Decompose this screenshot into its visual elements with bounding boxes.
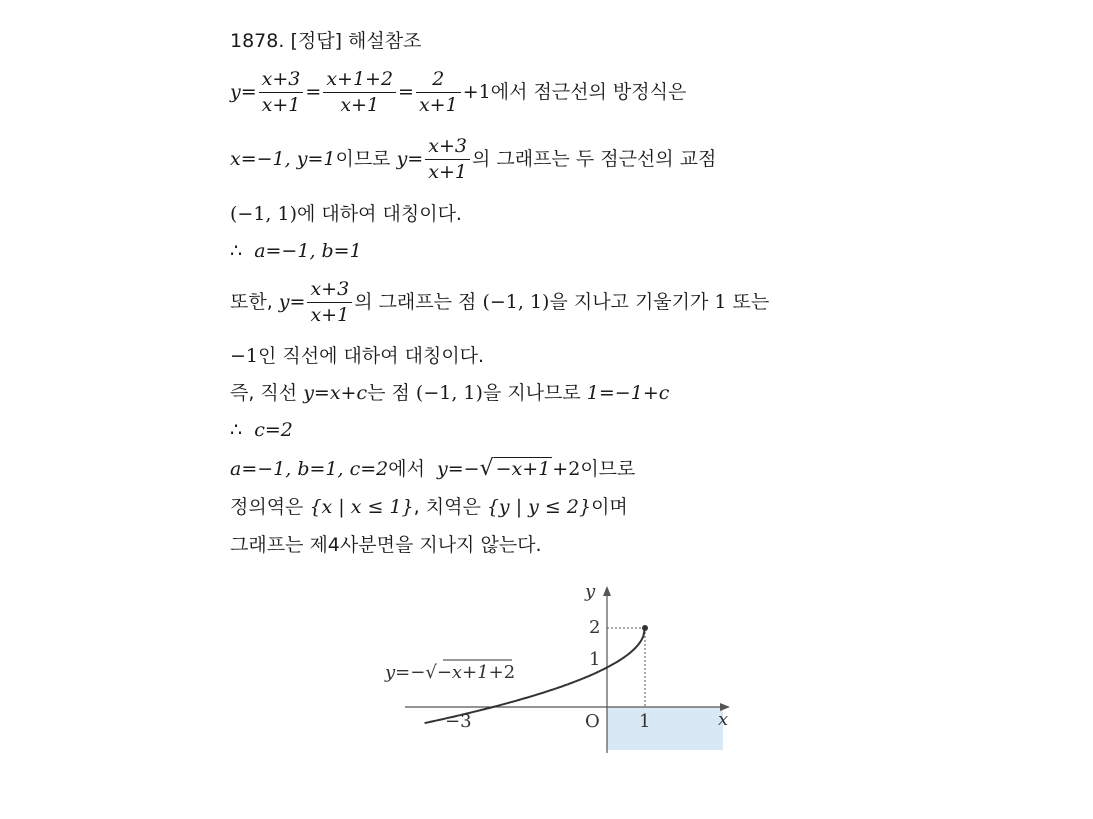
asymptotes: x=−1, y=1 [230, 148, 336, 170]
therefore-symbol: ∴ [230, 419, 243, 441]
line-2-text-1: 이므로 [335, 148, 397, 170]
lhs-y: y= [230, 81, 257, 103]
tick-x-1: 1 [639, 711, 651, 732]
fraction: $\frac{x+3}{x+1}$ [307, 280, 352, 325]
line-11-text: 그래프는 제4사분면을 지나지 않는다. [230, 534, 542, 556]
answer-tag: [정답] [290, 30, 342, 52]
equation-line-1 [230, 70, 686, 115]
line-5-text-4: 또는 [726, 291, 770, 313]
tick-y-2: 2 [589, 617, 601, 638]
quadrant-4-shade [607, 707, 723, 750]
y-axis-arrow-icon [603, 586, 611, 596]
line-5-text-2: 의 그래프는 점 [354, 291, 483, 313]
therefore-symbol: ∴ [230, 240, 243, 262]
tick-x-neg3: −3 [445, 711, 472, 732]
line-7-text-3: 을 지나므로 [482, 382, 587, 404]
curve-label: y=−√−x+1+2 [385, 662, 516, 683]
problem-header [230, 32, 421, 51]
c-equation: 1=−1+c [586, 382, 670, 404]
lhs-y: y= [278, 291, 306, 313]
domain-set: {x | x ≤ 1} [309, 496, 414, 518]
line-7-text-1: 즉, 직선 [230, 382, 304, 404]
line-10-text-1: 정의역은 [230, 496, 310, 518]
endpoint-dot [642, 625, 648, 631]
function-graph [375, 575, 735, 760]
text-line-3 [230, 205, 462, 224]
equation-line-9 [230, 458, 635, 480]
x-axis-label: x [718, 709, 729, 730]
line-7-text-2: 는 점 [367, 382, 416, 404]
answer-text: 해설참조 [348, 30, 422, 52]
origin-label: O [585, 711, 600, 732]
text-line-10 [230, 498, 628, 517]
ab-values: a=−1, b=1 [254, 240, 362, 262]
equals-1: = [305, 81, 322, 103]
slope-neg: −1 [230, 345, 259, 367]
slope: 1 [714, 291, 727, 313]
y-axis-label: y [585, 581, 596, 602]
text-line-6 [230, 347, 484, 366]
fraction: $\frac{x+3}{x+1}$ [425, 137, 470, 182]
plus-one: +1 [462, 81, 491, 103]
fraction-2: $\frac{x+1+2}{x+1}$ [323, 70, 396, 115]
lhs-y: y= [396, 148, 424, 170]
fraction-3: $\frac{2}{x+1}$ [416, 70, 461, 115]
equals-2: = [398, 81, 414, 103]
radicand: −x+1 [495, 458, 551, 480]
line-2-text-2: 의 그래프는 두 점근선의 교점 [471, 148, 717, 170]
point: (−1, 1) [415, 382, 483, 404]
lhs-y: y=− [437, 458, 480, 480]
problem-number: 1878. [230, 30, 285, 52]
abc-values: a=−1, b=1, c=2 [230, 458, 389, 480]
sqrt-icon: √ [425, 662, 437, 683]
c-value: c=2 [254, 419, 293, 441]
result-line-8 [230, 421, 293, 440]
line-9-text-1: 에서 [388, 458, 431, 480]
equation-line-5 [230, 280, 769, 325]
point: (−1, 1) [230, 203, 298, 225]
text-line-7 [230, 384, 669, 403]
result-line-4 [230, 242, 362, 261]
plus-two: +2 [552, 458, 581, 480]
line-1-text: 에서 점근선의 방정식은 [490, 81, 687, 103]
sqrt-icon: √ [479, 456, 494, 481]
point: (−1, 1) [482, 291, 550, 313]
equation-line-2 [230, 137, 716, 182]
line-5-text-1: 또한, [230, 291, 279, 313]
line-10-text-2: , 치역은 [413, 496, 487, 518]
line-9-text-2: 이므로 [580, 458, 636, 480]
fraction-1: $\frac{x+3}{x+1}$ [259, 70, 304, 115]
range-set: {y | y ≤ 2} [486, 496, 592, 518]
line-6-text: 인 직선에 대하여 대칭이다. [258, 345, 485, 367]
line-3-text: 에 대하여 대칭이다. [297, 203, 462, 225]
tick-y-1: 1 [589, 649, 601, 670]
text-line-11 [230, 536, 542, 555]
line-10-text-3: 이며 [591, 496, 628, 518]
line-equation: y=x+c [303, 382, 368, 404]
line-5-text-3: 을 지나고 기울기가 [549, 291, 715, 313]
